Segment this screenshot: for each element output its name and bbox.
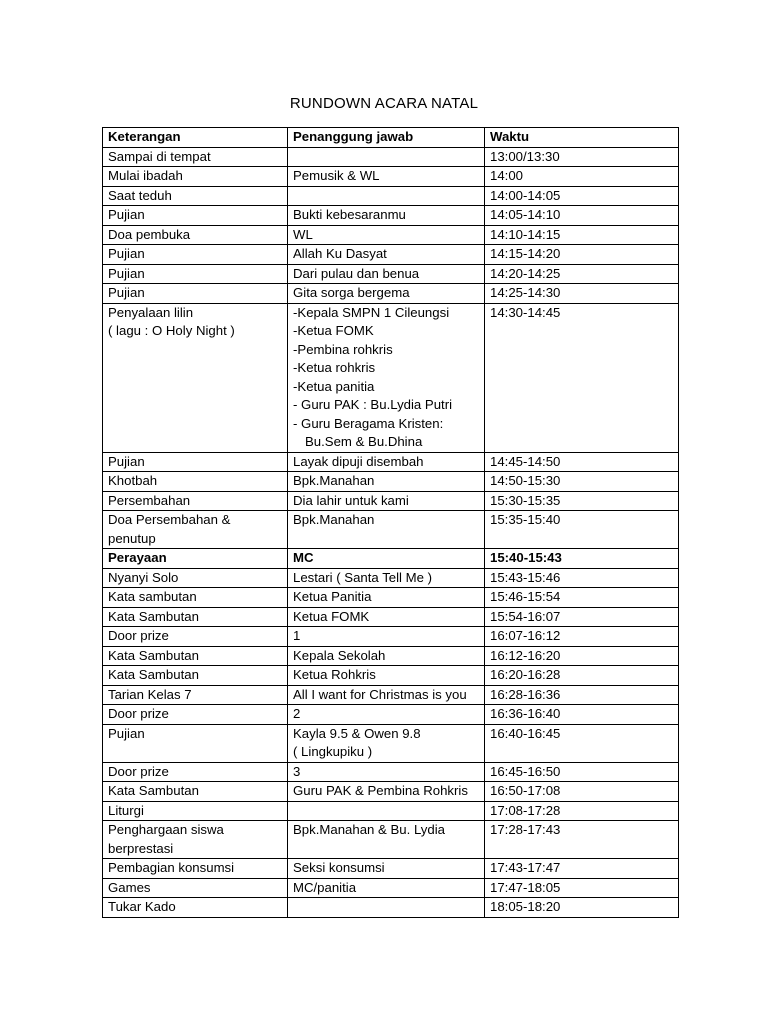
table-row	[103, 607, 679, 627]
cell-waktu: 17:08-17:28	[485, 801, 679, 821]
cell-keterangan	[103, 303, 288, 452]
cell-keterangan	[103, 898, 288, 918]
cell-penanggung-jawab-line: Seksi konsumsi	[293, 860, 385, 875]
table-row	[103, 206, 679, 226]
cell-keterangan	[103, 472, 288, 492]
cell-penanggung-jawab-line: Ketua FOMK	[293, 608, 370, 624]
cell-waktu: 14:25-14:30	[485, 284, 679, 304]
cell-waktu: 14:00-14:05	[485, 186, 679, 206]
cell-keterangan-line: Pujian	[108, 265, 145, 281]
cell-keterangan	[103, 245, 288, 265]
cell-penanggung-jawab-line: -Ketua panitia	[293, 378, 375, 394]
table-row	[103, 588, 679, 608]
cell-keterangan	[103, 821, 288, 859]
cell-waktu: 15:30-15:35	[485, 491, 679, 511]
cell-keterangan-line: Mulai ibadah	[108, 168, 183, 183]
cell-keterangan	[103, 878, 288, 898]
cell-keterangan	[103, 147, 288, 167]
cell-keterangan	[103, 264, 288, 284]
cell-keterangan-line: Khotbah	[108, 473, 158, 488]
table-row	[103, 801, 679, 821]
cell-waktu: 14:05-14:10	[485, 206, 679, 226]
cell-penanggung-jawab	[288, 245, 485, 265]
cell-penanggung-jawab-line: Layak dipuji disembah	[293, 453, 424, 469]
cell-waktu: 16:40-16:45	[485, 724, 679, 762]
cell-penanggung-jawab-line: All I want for Christmas is you	[293, 686, 467, 702]
cell-penanggung-jawab	[288, 588, 485, 608]
cell-keterangan-line: Pujian	[108, 285, 145, 300]
cell-keterangan-line: penutup	[108, 530, 156, 546]
cell-penanggung-jawab	[288, 491, 485, 511]
table-row	[103, 821, 679, 859]
cell-keterangan	[103, 491, 288, 511]
table-row	[103, 511, 679, 549]
cell-waktu: 14:00	[485, 167, 679, 187]
cell-keterangan	[103, 724, 288, 762]
cell-penanggung-jawab	[288, 782, 485, 802]
cell-penanggung-jawab	[288, 878, 485, 898]
cell-penanggung-jawab-line: - Guru PAK : Bu.Lydia Putri	[293, 397, 453, 412]
cell-penanggung-jawab	[288, 225, 485, 245]
cell-keterangan	[103, 452, 288, 472]
cell-keterangan	[103, 511, 288, 549]
cell-penanggung-jawab-line: Ketua Panitia	[293, 589, 372, 604]
cell-waktu: 16:36-16:40	[485, 705, 679, 725]
cell-waktu: 16:07-16:12	[485, 627, 679, 647]
cell-penanggung-jawab	[288, 186, 485, 206]
header-waktu: Waktu	[485, 128, 679, 148]
cell-waktu: 16:20-16:28	[485, 666, 679, 686]
table-row	[103, 452, 679, 472]
cell-penanggung-jawab-line: Bu.Sem & Bu.Dhina	[305, 434, 423, 449]
cell-waktu: 17:28-17:43	[485, 821, 679, 859]
cell-keterangan-line: ( lagu : O Holy Night )	[108, 323, 235, 338]
cell-penanggung-jawab-line: Kepala Sekolah	[293, 647, 386, 663]
cell-penanggung-jawab	[288, 666, 485, 686]
table-row	[103, 646, 679, 666]
table-row	[103, 147, 679, 167]
cell-penanggung-jawab	[288, 568, 485, 588]
cell-penanggung-jawab-line: Lestari ( Santa Tell Me )	[293, 569, 433, 585]
cell-penanggung-jawab	[288, 801, 485, 821]
cell-penanggung-jawab-line: -Ketua FOMK	[293, 323, 374, 338]
cell-keterangan-line: Persembahan	[108, 492, 191, 508]
cell-penanggung-jawab	[288, 167, 485, 187]
cell-keterangan-line: Pujian	[108, 453, 145, 469]
table-row	[103, 491, 679, 511]
cell-penanggung-jawab-line: MC/panitia	[293, 879, 357, 895]
cell-waktu: 16:45-16:50	[485, 762, 679, 782]
cell-penanggung-jawab-line: Bukti kebesaranmu	[293, 207, 406, 222]
cell-keterangan-line: Door prize	[108, 628, 169, 643]
table-header-row	[103, 128, 679, 148]
cell-penanggung-jawab	[288, 627, 485, 647]
cell-keterangan-line: Penghargaan siswa	[108, 822, 224, 837]
cell-keterangan-line: Doa Persembahan &	[108, 512, 231, 527]
cell-waktu: 16:28-16:36	[485, 685, 679, 705]
cell-penanggung-jawab	[288, 452, 485, 472]
cell-keterangan-line: Pujian	[108, 246, 145, 261]
table-row	[103, 627, 679, 647]
cell-keterangan	[103, 568, 288, 588]
table-row	[103, 284, 679, 304]
cell-keterangan	[103, 859, 288, 879]
cell-penanggung-jawab-line: 1	[293, 628, 301, 643]
cell-waktu: 17:43-17:47	[485, 859, 679, 879]
cell-keterangan-line: Kata Sambutan	[108, 667, 199, 682]
cell-keterangan	[103, 666, 288, 686]
cell-keterangan-line: Pujian	[108, 207, 145, 222]
cell-keterangan-line: Kata Sambutan	[108, 608, 199, 624]
cell-waktu: 15:54-16:07	[485, 607, 679, 627]
cell-penanggung-jawab-line: Allah Ku Dasyat	[293, 246, 387, 261]
cell-waktu: 13:00/13:30	[485, 147, 679, 167]
cell-waktu: 16:12-16:20	[485, 646, 679, 666]
table-row	[103, 549, 679, 569]
header-keterangan: Keterangan	[103, 128, 288, 148]
header-penanggung-jawab: Penanggung jawab	[288, 128, 485, 148]
cell-keterangan	[103, 549, 288, 569]
cell-penanggung-jawab-line: 3	[293, 763, 301, 779]
cell-keterangan-line: Sampai di tempat	[108, 148, 211, 164]
cell-keterangan-line: Kata Sambutan	[108, 783, 199, 798]
cell-keterangan	[103, 705, 288, 725]
cell-penanggung-jawab-line: Bpk.Manahan	[293, 512, 375, 527]
cell-penanggung-jawab	[288, 646, 485, 666]
cell-penanggung-jawab	[288, 472, 485, 492]
cell-keterangan	[103, 685, 288, 705]
cell-waktu: 17:47-18:05	[485, 878, 679, 898]
cell-waktu: 18:05-18:20	[485, 898, 679, 918]
cell-waktu: 15:43-15:46	[485, 568, 679, 588]
table-body	[103, 147, 679, 917]
cell-keterangan	[103, 627, 288, 647]
table-row	[103, 303, 679, 452]
cell-penanggung-jawab	[288, 147, 485, 167]
cell-penanggung-jawab	[288, 303, 485, 452]
cell-keterangan-line: Saat teduh	[108, 187, 172, 203]
cell-keterangan-line: Pembagian konsumsi	[108, 860, 235, 875]
cell-keterangan	[103, 186, 288, 206]
cell-keterangan	[103, 762, 288, 782]
cell-keterangan-line: Kata Sambutan	[108, 647, 199, 663]
cell-keterangan-line: Doa pembuka	[108, 226, 191, 242]
document-title: RUNDOWN ACARA NATAL	[289, 95, 479, 112]
cell-penanggung-jawab-line: -Kepala SMPN 1 Cileungsi	[293, 304, 450, 320]
cell-keterangan-line: Games	[108, 879, 151, 895]
cell-keterangan-line: Door prize	[108, 706, 169, 721]
cell-penanggung-jawab	[288, 607, 485, 627]
cell-penanggung-jawab	[288, 685, 485, 705]
cell-waktu: 14:50-15:30	[485, 472, 679, 492]
cell-waktu: 14:10-14:15	[485, 225, 679, 245]
cell-keterangan-line: Nyanyi Solo	[108, 569, 179, 585]
table-row	[103, 186, 679, 206]
cell-waktu: 16:50-17:08	[485, 782, 679, 802]
cell-penanggung-jawab	[288, 859, 485, 879]
table-row	[103, 724, 679, 762]
cell-keterangan-line: Tukar Kado	[108, 899, 176, 914]
cell-waktu: 15:46-15:54	[485, 588, 679, 608]
cell-penanggung-jawab-line: Guru PAK & Pembina Rohkris	[293, 783, 468, 798]
cell-penanggung-jawab-line: -Pembina rohkris	[293, 341, 393, 357]
cell-keterangan-line: Kata sambutan	[108, 589, 197, 604]
table-row	[103, 762, 679, 782]
cell-penanggung-jawab	[288, 206, 485, 226]
cell-penanggung-jawab-line: Bpk.Manahan & Bu. Lydia	[293, 822, 445, 837]
cell-waktu: 15:40-15:43	[485, 549, 679, 569]
table-row	[103, 472, 679, 492]
cell-keterangan	[103, 206, 288, 226]
table-row	[103, 568, 679, 588]
cell-penanggung-jawab-line: 2	[293, 706, 301, 721]
cell-keterangan	[103, 801, 288, 821]
cell-waktu: 14:30-14:45	[485, 303, 679, 452]
cell-waktu: 14:15-14:20	[485, 245, 679, 265]
cell-penanggung-jawab	[288, 264, 485, 284]
cell-penanggung-jawab-line: Gita sorga bergema	[293, 285, 410, 300]
cell-penanggung-jawab	[288, 705, 485, 725]
cell-penanggung-jawab-line: Dari pulau dan benua	[293, 265, 420, 281]
cell-penanggung-jawab-line: - Guru Beragama Kristen:	[293, 415, 444, 431]
cell-penanggung-jawab	[288, 284, 485, 304]
cell-penanggung-jawab-line: -Ketua rohkris	[293, 360, 376, 375]
table-row	[103, 859, 679, 879]
cell-penanggung-jawab	[288, 821, 485, 859]
table-row	[103, 878, 679, 898]
cell-keterangan	[103, 225, 288, 245]
cell-keterangan	[103, 782, 288, 802]
cell-waktu: 15:35-15:40	[485, 511, 679, 549]
cell-keterangan	[103, 284, 288, 304]
table-row	[103, 666, 679, 686]
rundown-table	[102, 127, 679, 918]
cell-keterangan-line: Pujian	[108, 725, 145, 741]
table-row	[103, 225, 679, 245]
table-row	[103, 245, 679, 265]
table-row	[103, 167, 679, 187]
table-row	[103, 705, 679, 725]
cell-keterangan-line: Door prize	[108, 763, 169, 779]
cell-keterangan-line: Penyalaan lilin	[108, 304, 194, 320]
cell-penanggung-jawab-line: ( Lingkupiku )	[293, 744, 373, 759]
cell-penanggung-jawab-line: MC	[293, 550, 314, 565]
cell-penanggung-jawab-line: WL	[293, 226, 313, 242]
cell-penanggung-jawab-line: Ketua Rohkris	[293, 667, 376, 682]
cell-keterangan-line: Perayaan	[108, 550, 167, 565]
cell-penanggung-jawab-line: Bpk.Manahan	[293, 473, 375, 488]
cell-keterangan-line: Tarian Kelas 7	[108, 686, 192, 702]
cell-penanggung-jawab	[288, 762, 485, 782]
table-row	[103, 782, 679, 802]
cell-keterangan	[103, 167, 288, 187]
table-row	[103, 685, 679, 705]
cell-penanggung-jawab	[288, 724, 485, 762]
cell-penanggung-jawab	[288, 511, 485, 549]
cell-penanggung-jawab-line: Kayla 9.5 & Owen 9.8	[293, 725, 421, 741]
cell-keterangan	[103, 646, 288, 666]
cell-waktu: 14:45-14:50	[485, 452, 679, 472]
cell-keterangan-line: Liturgi	[108, 802, 144, 818]
cell-penanggung-jawab	[288, 549, 485, 569]
cell-keterangan	[103, 588, 288, 608]
cell-waktu: 14:20-14:25	[485, 264, 679, 284]
cell-penanggung-jawab-line: Dia lahir untuk kami	[293, 492, 409, 508]
table-row	[103, 264, 679, 284]
cell-keterangan	[103, 607, 288, 627]
table-row	[103, 898, 679, 918]
cell-penanggung-jawab-line: Pemusik & WL	[293, 168, 380, 183]
cell-penanggung-jawab	[288, 898, 485, 918]
cell-keterangan-line: berprestasi	[108, 840, 174, 856]
